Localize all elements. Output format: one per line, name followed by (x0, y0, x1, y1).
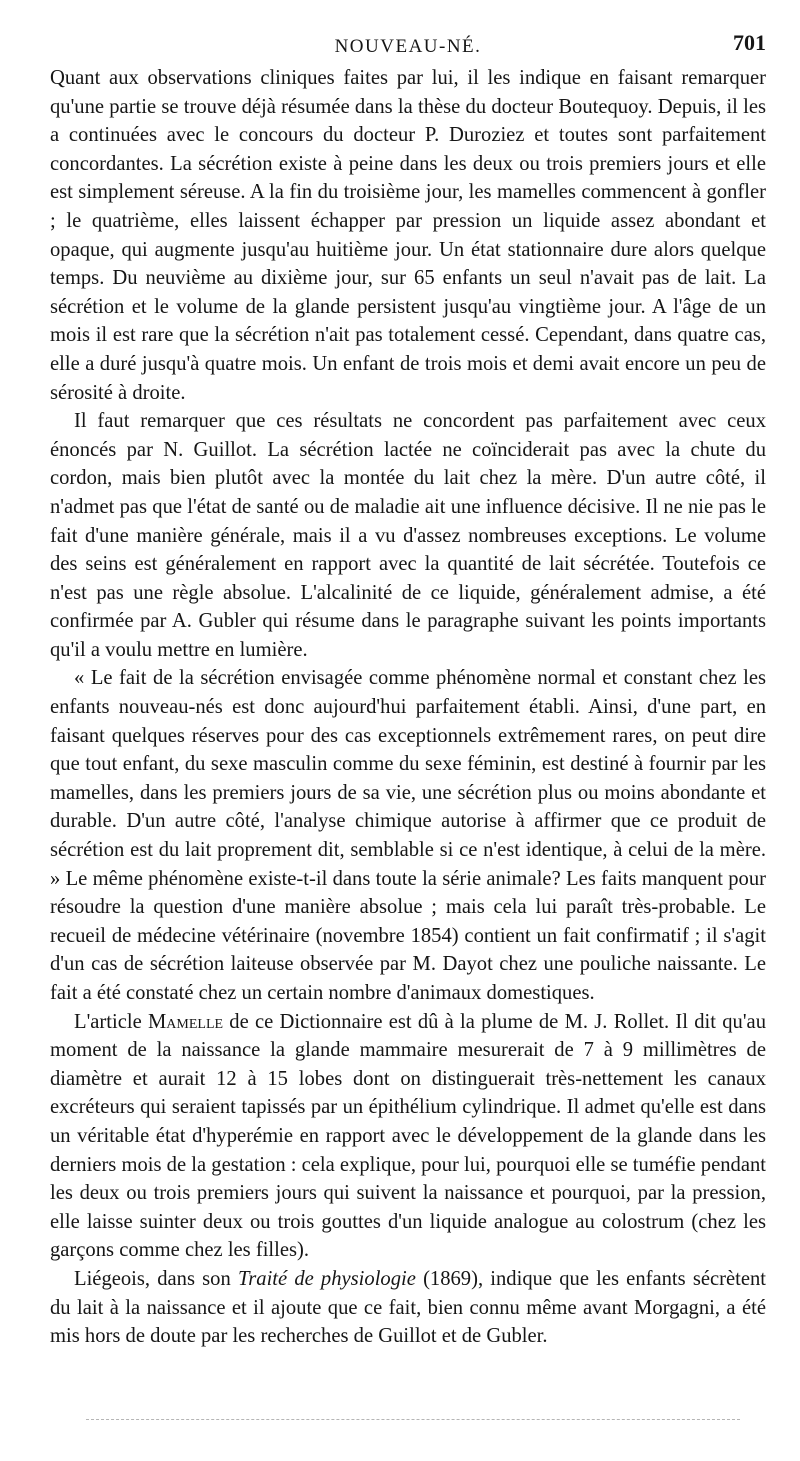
article-term: Mamelle (147, 1010, 224, 1033)
paragraph-guillot-results: Il faut remarquer que ces résultats ne concordent pas parfaitement avec ceux énoncés par N. Guillot. La sécrétion lactée ne coïnciderait pas avec la chute du cordon, mais bien plutôt avec la montée du lait chez la mère. D'un autre côté, il n'admet pas que l'état de santé ou de maladie ait une influence décisive. Il ne nie pas le fait d'une manière générale, mais il a vu d'assez nombreuses exceptions. Le volume des seins est généralement en rapport avec la quantité de lait sécrétée. Toutefois ce n'est pas une règle absolue. L'alcalinité de ce liquide, généralement admise, a été confirmée par A. Gubler qui résume dans le paragraphe suivant les points importants qu'il a voulu mettre en lumière. (50, 410, 766, 661)
body-text (50, 64, 766, 1351)
paragraph-liegeois-rest: (1869), indique que les enfants sécrètent du lait à la naissance et il ajoute que ce fait, bien connu même avant Morgagni, a été mis hors de doute par les recherches de Guillot et de Gubler. (50, 1267, 767, 1348)
paragraph-rollet-article (50, 1008, 766, 1265)
paragraph-gubler-quote: « Le fait de la sécrétion envisagée comme phénomène normal et constant chez les enfants nouveau-nés est donc aujourd'hui parfaitement établi. Ainsi, d'une part, en faisant quelques réserves pour des cas exceptionnels extrêmement rares, on peut dire que tout enfant, du sexe masculin comme du sexe féminin, est destiné à fournir par les mamelles, dans les premiers jours de sa vie, une sécrétion plus ou moins abondante et durable. D'un autre côté, l'analyse chimique autorise à affirmer que ce produit de sécrétion est du lait proprement dit, semblable si ce n'est identique, à celui de la mère. » Le même phénomène existe-t-il dans toute la série animale? Les faits manquent pour résoudre la question d'une manière absolue ; mais cela lui paraît très-probable. Le recueil de médecine vétérinaire (novembre 1854) contient un fait confirmatif ; il s'agit d'un cas de sécrétion laiteuse observée par M. Dayot chez une pouliche naissante. Le fait a été constaté chez un certain nombre d'animaux domestiques. (50, 667, 766, 1004)
paragraph-rollet-start: L'article (74, 1010, 148, 1033)
paragraph-clinical-observations: Quant aux observations cliniques faites par lui, il les indique en faisant remarquer qu'une partie se trouve déjà résumée dans la thèse du docteur Boutequoy. Depuis, il les a continuées avec le concours du docteur P. Duroziez et toutes sont parfaitement concordantes. La sécrétion existe à peine dans les deux ou trois premiers jours et elle est simplement séreuse. A la fin du troisième jour, les mamelles commencent à gonfler ; le quatrième, elles laissent échapper par pression un liquide assez abondant et opaque, qui augmente jusqu'au huitième jour. Un état stationnaire dure alors quelque temps. Du neuvième au dixième jour, sur 65 enfants un seul n'avait pas de lait. La sécrétion et le volume de la glande persistent jusqu'au vingtième jour. A l'âge de un mois il est rare que la sécrétion n'ait pas totalement cessé. Cependant, dans quatre cas, elle a duré jusqu'à quatre mois. Un enfant de trois mois et demi avait encore un peu de sérosité à droite. (50, 67, 766, 404)
paragraph-liegeois-start: Liégeois, dans son (74, 1267, 238, 1290)
paragraph-liegeois (50, 1265, 766, 1351)
page-number: 701 (733, 30, 766, 55)
running-title: NOUVEAU-NÉ. (334, 36, 482, 57)
book-title: Traité de physiologie (237, 1267, 416, 1290)
running-head (50, 30, 766, 64)
paragraph-rollet-rest: de ce Dictionnaire est dû à la plume de M. J. Rollet. Il dit qu'au moment de la naissance la glande mammaire mesurerait de 7 à 9 millimètres de diamètre et aurait 12 à 15 lobes dont on distinguerait très-nettement les canaux excréteurs qui seraient tapissés par un épithélium cylindrique. Il admet qu'elle est dans un véritable état d'hyperémie en rapport avec le développement de la glande dans les derniers mois de la gestation : cela explique, pour lui, pourquoi elle se tuméfie pendant les deux ou trois premiers jours qui suivent la naissance et pourquoi, par la pression, elle laisse suinter deux ou trois gouttes d'un liquide analogue au colostrum (chez les garçons comme chez les filles). (50, 1010, 766, 1262)
footer-rule (86, 1419, 740, 1420)
